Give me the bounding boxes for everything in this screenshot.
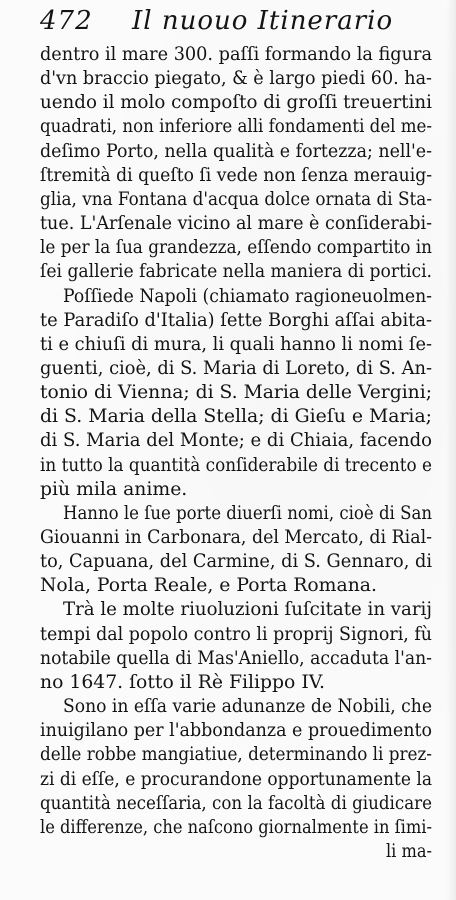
text-line [40,744,456,768]
text-line [63,286,456,310]
page-number: 472 [40,6,93,36]
line-text: le differenze, che naſcono giornalmente in ſimi- [40,816,432,838]
running-head: Il nuouo Itinerario [132,6,394,36]
line-text: uendo il molo compoſto di groſſi treuertini [40,92,432,114]
text-line [40,213,456,237]
line-text: ſtremità di queſto ſi vede non ſenza merauig- [40,164,433,186]
text-line [63,599,445,623]
text-line [40,165,456,189]
text-line [40,382,434,406]
text-line [40,68,456,92]
line-text: Hanno le ſue porte diuerſi nomi, cioè di San [63,502,432,524]
text-line [40,141,456,165]
text-line [63,696,456,720]
line-text: Sono in eſſa varie adunanze de Nobili, che [63,696,432,718]
text-line [40,455,456,479]
text-line [386,841,439,865]
text-line [40,116,456,140]
line-text: quantità neceſſaria, con la facoltà di giudicare [40,792,432,814]
line-text: li ma- [386,840,432,862]
text-line [40,479,187,503]
line-text: tue. L'Arſenale vicino al mare è conſiderabi- [40,213,433,235]
line-text: inuigilano per l'abbondanza e prouedimento [40,720,433,742]
line-text: dentro il mare 300. paſſi formando la figura [40,44,432,65]
text-line [40,406,431,430]
text-line [40,261,456,285]
page-header [40,6,440,38]
line-text: le per la ſua grandezza, eſſendo compartito in [40,237,432,259]
line-text: no 1647. ſotto il Rè Filippo IV. [40,671,325,693]
text-line [40,672,325,696]
line-text: zi di eſſe, e procurandone opportunamente la [40,768,432,790]
text-line [40,237,456,261]
line-text: delle robbe mangiatiue, determinando li prez- [40,744,432,766]
text-line [40,310,453,334]
line-text: deſimo Porto, nella qualità e fortezza; nell'e- [40,140,433,162]
line-text: più mila anime. [40,478,188,500]
text-line [40,44,456,68]
text-line [40,527,456,551]
text-line [40,189,456,213]
line-text: ti e chiuſi di mura, li quali hanno li nomi ſe- [40,333,433,355]
line-text: Poſſiede Napoli (chiamato ragioneuolmen- [63,285,432,307]
text-line [40,793,456,817]
text-line [40,334,454,358]
line-text: di S. Maria della Stella; di Gieſu e Maria; [40,406,433,428]
line-text: di S. Maria del Monte; e di Chiaia, facendo [40,430,432,452]
text-line [40,358,453,382]
line-text: quadrati, non inferiore alli fondamenti del me- [40,116,433,138]
line-text: in tutto la quantità conſiderabile di trecento e [40,454,432,476]
line-text: guenti, cioè, di S. Maria di Loreto, di S. An- [40,357,432,379]
line-text: ſei gallerie fabricate nella maniera di portici. [40,261,433,283]
text-line [40,92,443,116]
text-line [40,551,455,575]
text-line [40,769,456,793]
text-line [40,817,456,841]
line-text: d'vn braccio piegato, & è largo piedi 60. ha- [40,68,432,90]
line-text: notabile quella di Mas'Aniello, accaduta l'an- [40,647,432,669]
line-text: tonio di Vienna; di S. Maria delle Vergini; [40,382,433,404]
text-line [40,575,377,599]
line-text: Nola, Porta Reale, e Porta Romana. [40,575,377,597]
line-text: tempi dal popolo contro li proprij Signori, fù [40,623,433,645]
line-text: Giouanni in Carbonara, del Mercato, di Rial- [40,527,432,548]
text-line [40,430,449,454]
text-line [40,648,456,672]
text-line [63,503,456,527]
text-line [40,624,456,648]
line-text: Trà le molte riuoluzioni ſuſcitate in varij [63,599,432,621]
text-line [40,720,456,744]
line-text: to, Capuana, del Carmine, di S. Gennaro, di [40,551,433,573]
line-text: te Paradiſo d'Italia) ſette Borghi aſſai abita- [40,309,433,331]
page-edge-shadow [446,0,456,900]
line-text: glia, vna Fontana d'acqua dolce ornata di Sta- [40,188,433,210]
